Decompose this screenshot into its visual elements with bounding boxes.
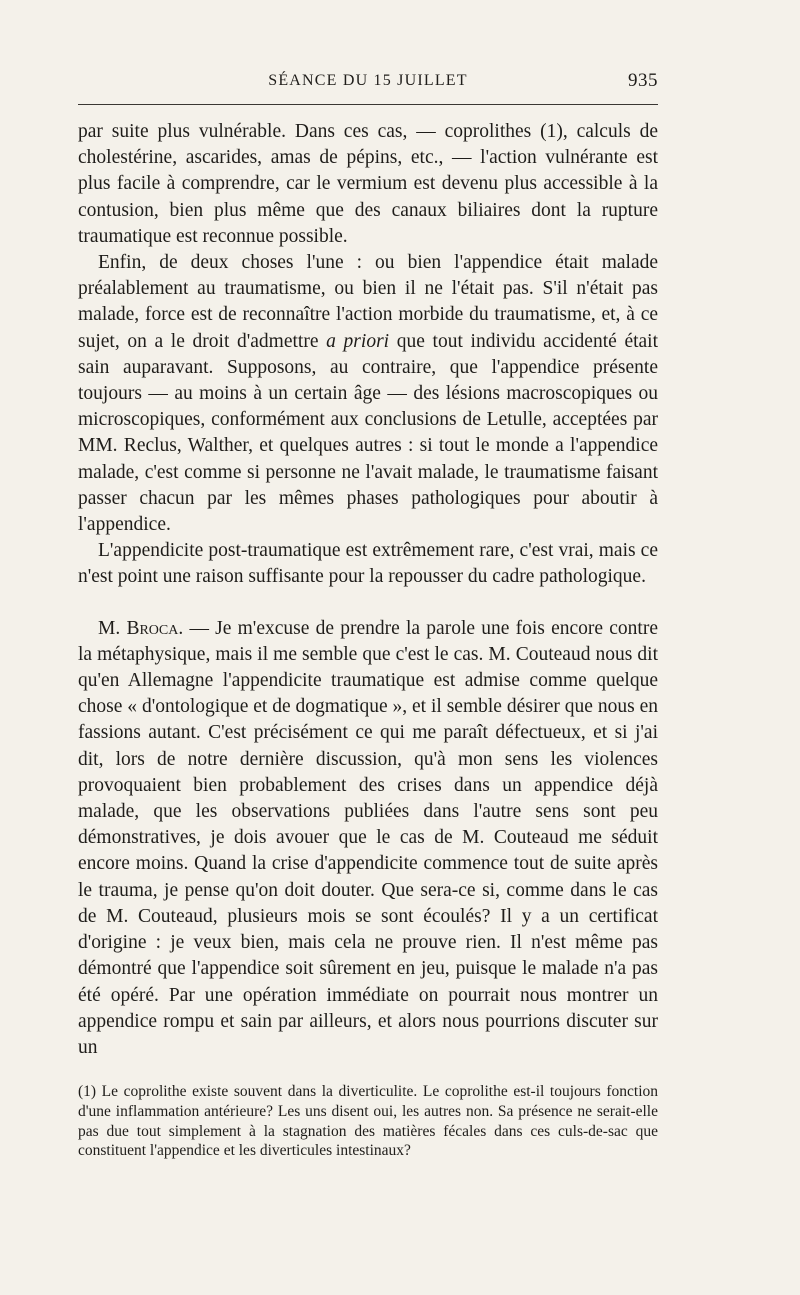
running-header xyxy=(78,68,658,98)
paragraph-enfin-part1: Enfin, de deux choses l'une : ou bien l'appendice était malade préalablement au traumatisme, ou bien il ne l'était pas. S'il n'était pas malade, force est de reconnaître l'action morbide du traumatisme, et, à ce sujet, on a le droit d'admettre xyxy=(78,252,658,352)
footnotes xyxy=(78,1082,658,1161)
page-number: 935 xyxy=(628,70,658,91)
running-title: SÉANCE DU 15 JUILLET xyxy=(268,72,468,89)
paragraph-broca-text: — Je m'excuse de prendre la parole une fois encore contre la métaphysique, mais il me semble que c'est le cas. M. Couteaud nous dit qu'en Allemagne l'appendicite traumatique est admise comme quelque chose « d'ontologique et de dogmatique », et il semble désirer que nous en fassions autant. C'est précisément ce qui me paraît défectueux, et si j'ai dit, lors de notre dernière discussion, qu'à mon sens les violences provoquaient bien probablement des crises dans un appendice déjà malade, que les observations publiées dans l'autre sens sont peu démonstratives, je dois avouer que le cas de M. Couteaud me séduit encore moins. Quand la crise d'appendicite commence tout de suite après le trauma, je pense qu'on doit douter. Que sera-ce si, comme dans le cas de M. Couteaud, plusieurs mois se sont écoulés? Il y a un certificat d'origine : je veux bien, mais cela ne prouve rien. Il n'est même pas démontré que l'appendice soit sûrement en jeu, puisque le malade n'a pas été opéré. Par une opération immédiate on pourrait nous montrer un appendice rompu et sain par ailleurs, et alors nous pourrions discuter sur un xyxy=(78,617,658,1058)
paragraph-enfin-part2: que tout individu accidenté était sain auparavant. Supposons, au contraire, que l'appendice présente toujours — au moins à un certain âge — des lésions macroscopiques ou microscopiques, conformément aux conclusions de Letulle, acceptées par MM. Reclus, Walther, et quelques autres : si tout le monde a l'appendice malade, c'est comme si personne ne l'avait malade, le traumatisme faisant passer chacun par les mêmes phases pathologiques pour aboutir à l'appendice. xyxy=(78,330,659,536)
paragraph-appendicite: L'appendicite post-traumatique est extrêmement rare, c'est vrai, mais ce n'est point une raison suffisante pour la repousser du cadre pathologique. xyxy=(78,540,658,588)
paragraph-broca xyxy=(78,616,658,1061)
speaker-name: M. Broca. xyxy=(98,617,184,639)
footnote-1: (1) Le coprolithe existe souvent dans la diverticulite. Le coprolithe est-il toujours fonction d'une inflammation antérieure? Les uns disent oui, les autres non. Sa présence ne serait-elle pas due tout simplement à la stagnation des matières fécales dans ces culs-de-sac que constituent l'appendice et les diverticules intestinaux? xyxy=(78,1083,658,1160)
body-text xyxy=(78,119,658,1061)
paragraph-enfin xyxy=(78,250,658,538)
paragraph-continuation: par suite plus vulnérable. Dans ces cas, — coprolithes (1), calculs de cholestérine, ascarides, amas de pépins, etc., — l'action vulnérante est plus facile à comprendre, car le vermium est devenu plus accessible à la contusion, bien plus même que des canaux biliaires dont la rupture traumatique est reconnue possible. xyxy=(78,121,658,247)
italic-a-priori: a priori xyxy=(326,330,390,352)
header-rule xyxy=(78,104,658,105)
